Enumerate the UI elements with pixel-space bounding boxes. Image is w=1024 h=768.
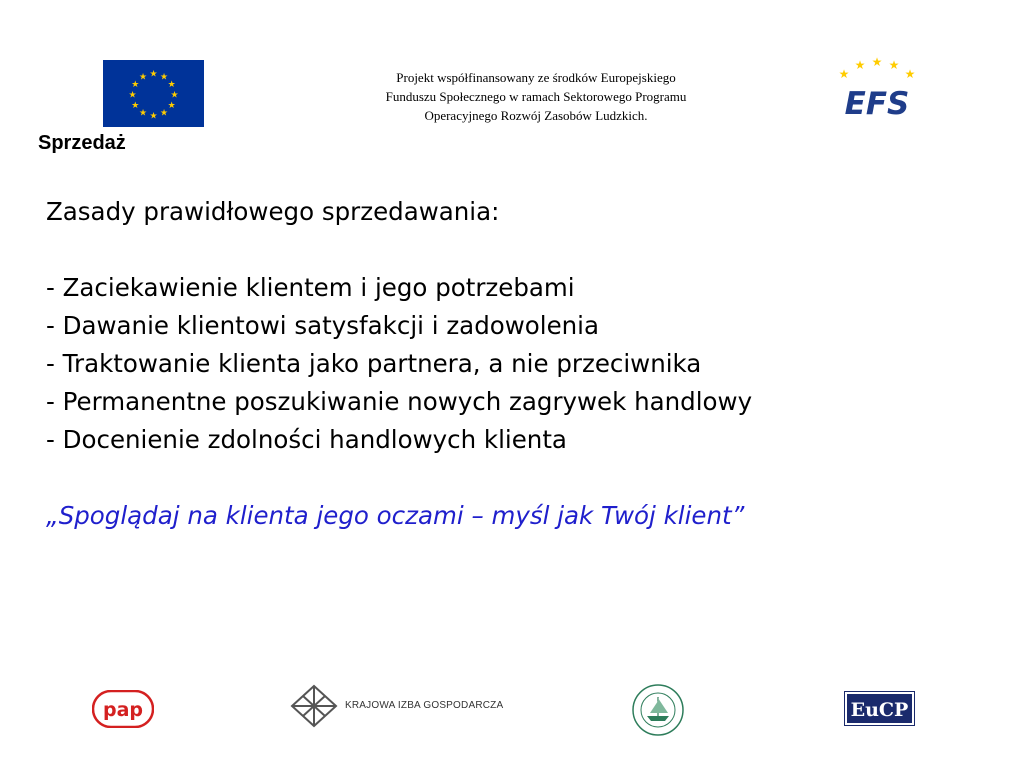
pap-logo: [92, 690, 154, 728]
svg-text:★: ★: [131, 80, 140, 90]
svg-text:★: ★: [149, 111, 158, 122]
svg-text:★: ★: [838, 67, 850, 81]
funding-note-line: Operacyjnego Rozwój Zasobów Ludzkich.: [424, 108, 648, 123]
svg-text:★: ★: [138, 72, 148, 83]
svg-text:★: ★: [854, 58, 866, 72]
efs-logo: [832, 56, 922, 120]
content-heading: Zasady prawidłowego sprzedawania:: [46, 197, 500, 226]
list-item: - Dawanie klientowi satysfakcji i zadowolenia: [46, 311, 599, 340]
svg-text:★: ★: [159, 72, 169, 83]
pap-logo-text: pap: [102, 699, 144, 721]
svg-text:★: ★: [159, 108, 169, 119]
list-item: - Permanentne poszukiwanie nowych zagrywek handlowy: [46, 387, 753, 416]
svg-text:★: ★: [138, 108, 148, 119]
section-title: Sprzedaż: [38, 132, 126, 154]
svg-text:★: ★: [170, 90, 179, 101]
efs-logo-text: EFS: [844, 86, 910, 120]
rules-list: [46, 269, 1006, 459]
svg-text:★: ★: [904, 67, 916, 81]
svg-text:★: ★: [167, 101, 176, 111]
svg-text:★: ★: [128, 90, 137, 101]
list-item: - Traktowanie klienta jako partnera, a nie przeciwnika: [46, 349, 702, 378]
eucp-logo: [844, 691, 915, 726]
sgh-seal-logo: [631, 683, 685, 737]
kig-logo-text: KRAJOWA IZBA GOSPODARCZA: [345, 700, 504, 711]
svg-text:★: ★: [149, 69, 158, 80]
svg-text:★: ★: [888, 58, 900, 72]
list-item: - Docenienie zdolności handlowych klienta: [46, 425, 567, 454]
quote: „Spoglądaj na klienta jego oczami – myśl jak Twój klient”: [46, 501, 745, 530]
eu-flag-logo: [103, 60, 204, 127]
kig-emblem-icon: [289, 683, 339, 729]
slide-content: [46, 193, 1006, 535]
kig-logo: [289, 683, 504, 729]
eucp-logo-text: EuCP: [850, 699, 909, 721]
svg-text:★: ★: [871, 56, 883, 69]
funding-note-line: Projekt współfinansowany ze środków Europejskiego: [396, 70, 676, 85]
svg-text:★: ★: [167, 80, 176, 90]
funding-note-line: Funduszu Społecznego w ramach Sektorowego Programu: [385, 89, 687, 104]
svg-text:★: ★: [131, 101, 140, 111]
funding-note: [300, 68, 772, 125]
list-item: - Zaciekawienie klientem i jego potrzebami: [46, 273, 575, 302]
